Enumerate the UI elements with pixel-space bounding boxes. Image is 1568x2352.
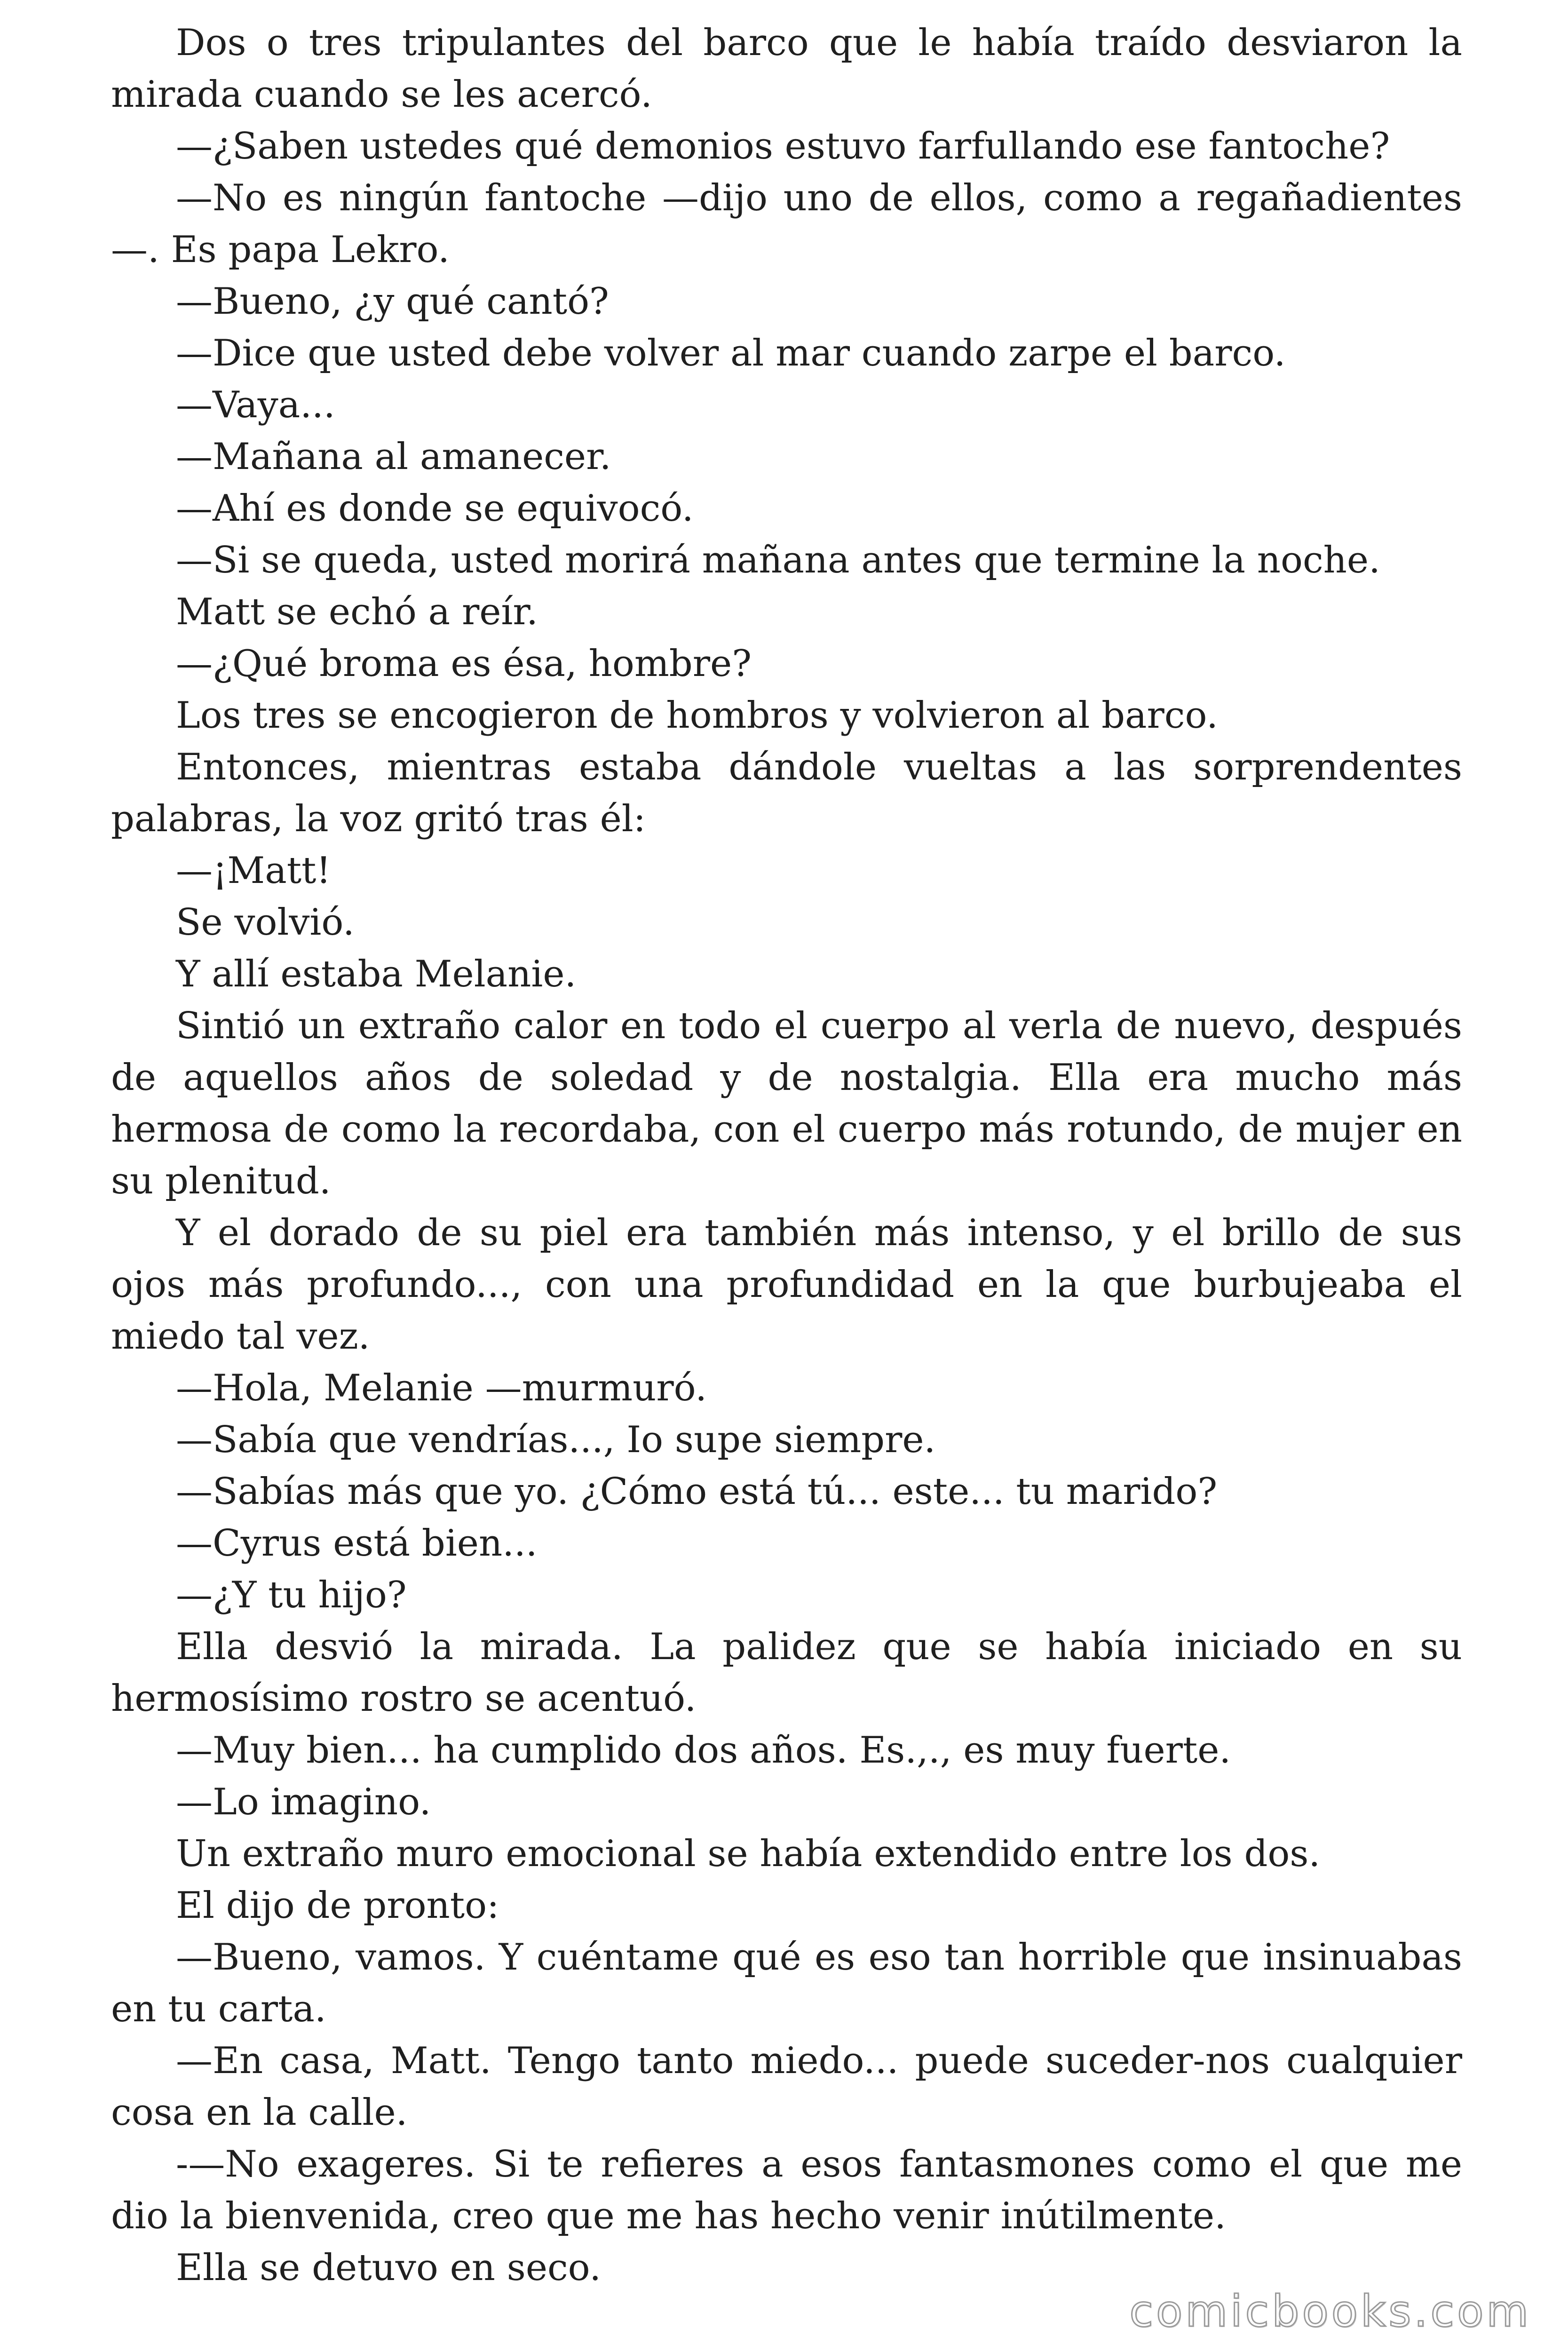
paragraph: —En casa, Matt. Tengo tanto miedo... puede suceder-nos cualquier cosa en la calle. — [111, 2040, 1462, 2134]
paragraph: Sintió un extraño calor en todo el cuerpo al verla de nuevo, después de aquellos años de soledad y de nostalgia. Ella era mucho más hermosa de como la recordaba, con el cuerpo más rotundo, de mujer en su plenitud. — [111, 1005, 1462, 1202]
paragraph: —Ahí es donde se equivocó. — [176, 487, 694, 530]
paragraph: Un extraño muro emocional se había extendido entre los dos. — [176, 1833, 1321, 1875]
paragraph: -—No exageres. Si te refieres a esos fantasmones como el que me dio la bienvenida, creo que me has hecho venir inútilmente. — [111, 2143, 1462, 2237]
paragraph: Matt se echó a reír. — [176, 591, 538, 633]
book-page-text — [111, 17, 1462, 2294]
paragraph: —Bueno, ¿y qué cantó? — [176, 280, 609, 323]
paragraph: —Sabía que vendrías..., Io supe siempre. — [176, 1419, 936, 1461]
paragraph: Y el dorado de su piel era también más intenso, y el brillo de sus ojos más profundo..., con una profundidad en la que burbujeaba el miedo tal vez. — [111, 1212, 1462, 1358]
paragraph: El dijo de pronto: — [176, 1884, 499, 1927]
paragraph: Los tres se encogieron de hombros y volvieron al barco. — [176, 694, 1218, 737]
watermark: comicbooks.com — [1129, 2286, 1531, 2336]
paragraph: —Si se queda, usted morirá mañana antes que termine la noche. — [176, 539, 1380, 581]
paragraph: —Muy bien... ha cumplido dos años. Es.,., es muy fuerte. — [176, 1729, 1231, 1772]
paragraph: —Cyrus está bien... — [176, 1522, 538, 1565]
paragraph: —Sabías más que yo. ¿Cómo está tú... este... tu marido? — [176, 1470, 1218, 1513]
paragraph: —¡Matt! — [176, 850, 331, 892]
paragraph: —¿Saben ustedes qué demonios estuvo farfullando ese fantoche? — [176, 125, 1390, 167]
paragraph: —¿Y tu hijo? — [176, 1574, 407, 1616]
paragraph: Y allí estaba Melanie. — [176, 953, 577, 995]
paragraph: —Dice que usted debe volver al mar cuando zarpe el barco. — [176, 332, 1286, 374]
paragraph: —Hola, Melanie —murmuró. — [176, 1367, 707, 1409]
paragraph: —Bueno, vamos. Y cuéntame qué es eso tan horrible que insinuabas en tu carta. — [111, 1936, 1462, 2030]
paragraph: Dos o tres tripulantes del barco que le había traído desviaron la mirada cuando se les acercó. — [111, 22, 1462, 116]
paragraph: —No es ningún fantoche —dijo uno de ellos, como a regañadientes—. Es papa Lekro. — [111, 177, 1462, 271]
paragraph: —¿Qué broma es ésa, hombre? — [176, 643, 752, 685]
paragraph: Se volvió. — [176, 901, 355, 944]
paragraph: Ella desvió la mirada. La palidez que se había iniciado en su hermosísimo rostro se acentuó. — [111, 1626, 1462, 1720]
paragraph: —Mañana al amanecer. — [176, 436, 611, 478]
paragraph: Ella se detuvo en seco. — [176, 2247, 602, 2289]
paragraph: —Lo imagino. — [176, 1781, 431, 1823]
paragraph: Entonces, mientras estaba dándole vueltas a las sorprendentes palabras, la voz gritó tras él: — [111, 746, 1462, 840]
paragraph: —Vaya... — [176, 384, 335, 426]
